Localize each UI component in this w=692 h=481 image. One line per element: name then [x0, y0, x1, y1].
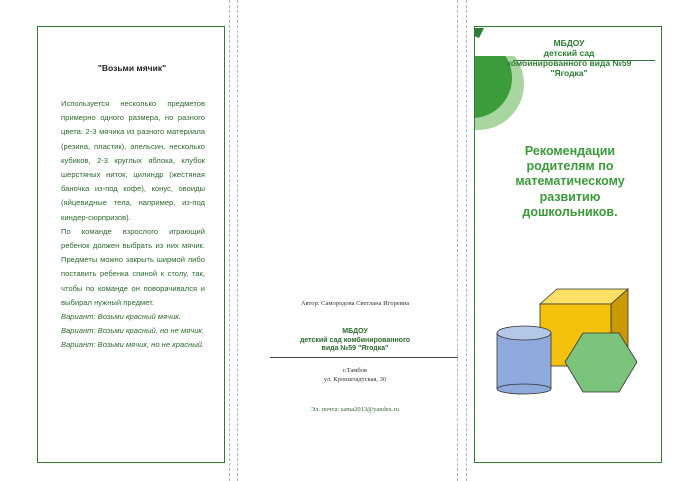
author-credit: Автор: Самородова Светлана Игоревна	[300, 300, 410, 307]
cover-org-block	[481, 38, 657, 78]
game-variant-1: Вариант: Возьми красный мячик.	[61, 312, 181, 322]
middle-org-line-1: МБДОУ	[342, 328, 368, 335]
fold-guide-center	[237, 0, 238, 481]
geometric-shapes-illustration	[493, 285, 662, 397]
middle-address-block	[265, 366, 445, 384]
fold-guide-left	[229, 0, 230, 481]
fold-guide-right-inner	[457, 0, 458, 481]
middle-org-line-2: детский сад комбинированного	[299, 336, 411, 344]
cover-org-line-2: детский сад	[543, 48, 595, 58]
cover-org-line-4: "Ягодка"	[550, 68, 588, 78]
cover-org-line-3: комбинированного вида №59	[506, 58, 632, 68]
email-contact: Эл. почта: sama2013@yandex.ru	[311, 406, 399, 413]
cylinder-bottom	[497, 384, 551, 394]
middle-org-line-3: вида №59 "Ягодка"	[321, 345, 389, 352]
game-paragraph-2: По команде взрослого играющий ребенок должен выбрать из них мячик. Предметы можно закрыть ширмой либо поставить ребенка спиной к столу, так, чтобы по команде он поворачивался и выбирал нужный предмет.	[61, 226, 205, 307]
cylinder-body	[497, 333, 551, 389]
middle-org-block	[265, 328, 445, 354]
fold-guide-right	[466, 0, 467, 481]
brochure-title: Рекомендации родителям по математическому развитию дошкольников.	[515, 144, 625, 219]
left-panel-game-description	[37, 26, 225, 463]
city-text: г.Тамбов	[343, 367, 367, 374]
game-variant-2: Вариант: Возьми красный, но не мячик.	[61, 326, 205, 336]
game-title: "Возьми мячик"	[97, 63, 167, 73]
cover-org-line-1: МБДОУ	[553, 38, 585, 48]
cylinder-top	[497, 326, 551, 340]
middle-divider	[270, 357, 458, 358]
game-description	[61, 97, 205, 353]
cover-org-underline	[513, 60, 655, 61]
street-address: ул. Кронштадтская, 30	[323, 376, 387, 383]
game-paragraph-1: Используется несколько предметов примерно одного размера, но разного цвета: 2-3 мячика из разного материала (резина, пластик), апельсин, несколько кубиков, 2-3 круглых яблока, клубок шерстяных ниток, цилиндр (жестяная баночка из-под кофе), конус, овоиды (яйцевидные тела, например, из-под киндер-сюрпризов).	[61, 99, 205, 222]
right-panel-cover	[474, 26, 662, 463]
game-variant-3: Вариант: Возьми мячик, но не красный.	[61, 340, 205, 350]
